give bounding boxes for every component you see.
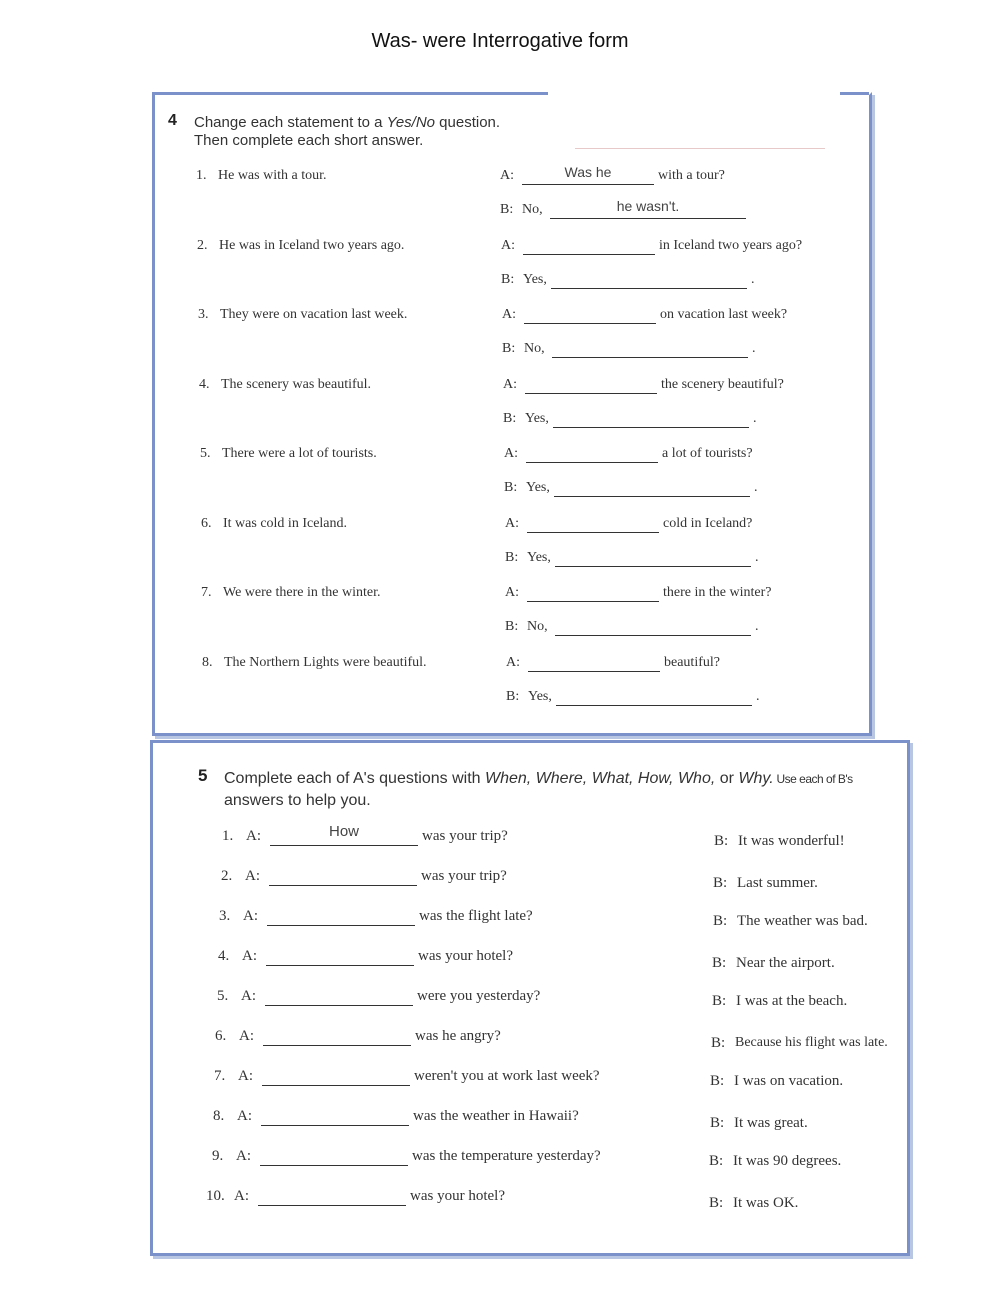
statement: The scenery was beautiful. — [221, 377, 372, 392]
item-number: 6. — [201, 516, 212, 531]
b-text: It was great. — [734, 1115, 808, 1131]
page-title: Was- were Interrogative form — [371, 30, 629, 52]
answer-blank-a[interactable] — [523, 238, 655, 255]
item-number: 8. — [202, 655, 213, 670]
question-text: in Iceland two years ago? — [659, 238, 803, 253]
b-suffix: . — [754, 480, 758, 495]
question-text: was he angry? — [415, 1028, 501, 1044]
exercise-4-instruction: Change each statement to a Yes/No question. Then complete each short answer. — [194, 114, 501, 149]
b-label: B: — [505, 619, 519, 634]
b-label: B: — [506, 689, 520, 704]
answer-blank-b[interactable] — [553, 411, 749, 428]
b-label: B: — [503, 411, 517, 426]
question-text: were you yesterday? — [417, 988, 541, 1004]
b-prefix: Yes, — [523, 272, 547, 287]
question-text: was your trip? — [422, 828, 508, 844]
b-suffix: . — [756, 689, 760, 704]
answer-blank-b[interactable] — [551, 272, 747, 289]
b-label: B: — [711, 1035, 726, 1051]
question-text: beautiful? — [664, 655, 720, 670]
answer-blank-b[interactable] — [554, 480, 750, 497]
item-number: 9. — [212, 1148, 224, 1164]
b-label: B: — [504, 480, 518, 495]
statement: There were a lot of tourists. — [222, 446, 377, 461]
a-label: A: — [237, 1108, 252, 1124]
answer-blank-a[interactable] — [527, 516, 659, 533]
b-prefix: Yes, — [528, 689, 552, 704]
b-label: B: — [709, 1195, 724, 1211]
a-label: A: — [500, 168, 514, 183]
question-text: was your hotel? — [410, 1188, 505, 1204]
a-label: A: — [246, 828, 261, 844]
a-label: A: — [501, 238, 515, 253]
item-number: 5. — [217, 988, 229, 1004]
b-label: B: — [502, 341, 516, 356]
a-label: A: — [503, 377, 517, 392]
answer-blank-a[interactable] — [522, 164, 654, 185]
a-label: A: — [243, 908, 258, 924]
item-number: 2. — [221, 868, 233, 884]
item-number: 1. — [222, 828, 234, 844]
question-text: was the temperature yesterday? — [412, 1148, 601, 1164]
b-text: Near the airport. — [736, 955, 835, 971]
b-prefix: Yes, — [527, 550, 551, 565]
b-label: B: — [713, 913, 728, 929]
answer-blank-a[interactable] — [525, 377, 657, 394]
answer-blank[interactable] — [260, 1148, 408, 1166]
a-label: A: — [245, 868, 260, 884]
b-text: It was 90 degrees. — [733, 1153, 842, 1169]
b-label: B: — [505, 550, 519, 565]
b-label: B: — [712, 955, 727, 971]
answer-blank[interactable] — [270, 823, 418, 846]
b-label: B: — [709, 1153, 724, 1169]
item-number: 7. — [214, 1068, 226, 1084]
b-text: It was wonderful! — [738, 833, 845, 849]
a-label: A: — [234, 1188, 249, 1204]
exercise-5-instruction: Complete each of A's questions with When, Where, What, How, Who, or Why. Use each of B's answers to help you. — [224, 770, 853, 809]
answer-blank[interactable] — [267, 908, 415, 926]
b-prefix: No, — [524, 341, 545, 356]
b-text: I was at the beach. — [736, 993, 848, 1009]
b-suffix: . — [755, 550, 759, 565]
item-number: 3. — [198, 307, 209, 322]
answer-blank[interactable] — [266, 948, 414, 966]
item-number: 2. — [197, 238, 208, 253]
divider — [575, 148, 825, 149]
a-label: A: — [242, 948, 257, 964]
a-label: A: — [241, 988, 256, 1004]
item-number: 10. — [206, 1188, 225, 1204]
question-text: weren't you at work last week? — [414, 1068, 600, 1084]
b-prefix: No, — [522, 202, 543, 217]
exercise-5-number: 5 — [198, 766, 208, 785]
item-number: 7. — [201, 585, 212, 600]
b-label: B: — [712, 993, 727, 1009]
answer-blank-b[interactable] — [556, 689, 752, 706]
b-prefix: Yes, — [526, 480, 550, 495]
b-text: Last summer. — [737, 875, 818, 891]
item-number: 6. — [215, 1028, 227, 1044]
b-text: It was OK. — [733, 1195, 799, 1211]
question-text: was the flight late? — [419, 908, 533, 924]
exercise-4-number: 4 — [168, 112, 177, 129]
answer-blank-a[interactable] — [527, 585, 659, 602]
question-text: cold in Iceland? — [663, 516, 753, 531]
statement: It was cold in Iceland. — [223, 516, 348, 531]
statement: He was with a tour. — [218, 168, 327, 183]
handwritten-answer: he wasn't. — [616, 198, 680, 214]
b-prefix: Yes, — [525, 411, 549, 426]
item-number: 4. — [218, 948, 230, 964]
item-number: 8. — [213, 1108, 225, 1124]
answer-blank-b[interactable] — [550, 198, 746, 219]
box-border — [152, 92, 548, 95]
b-text: Because his flight was late. — [735, 1035, 888, 1050]
item-number: 4. — [199, 377, 210, 392]
answer-blank[interactable] — [269, 868, 417, 886]
box-border — [840, 92, 869, 95]
answer-blank-a[interactable] — [526, 446, 658, 463]
question-text: with a tour? — [658, 168, 725, 183]
a-label: A: — [502, 307, 516, 322]
question-text: a lot of tourists? — [662, 446, 753, 461]
b-suffix: . — [751, 272, 755, 287]
item-number: 3. — [219, 908, 231, 924]
a-label: A: — [505, 516, 519, 531]
b-text: I was on vacation. — [734, 1073, 844, 1089]
statement: He was in Iceland two years ago. — [219, 238, 405, 253]
answer-blank[interactable] — [263, 1028, 411, 1046]
b-label: B: — [500, 202, 514, 217]
b-suffix: . — [755, 619, 759, 634]
answer-blank[interactable] — [258, 1188, 406, 1206]
answer-blank[interactable] — [265, 988, 413, 1006]
item-number: 5. — [200, 446, 211, 461]
answer-blank-b[interactable] — [555, 550, 751, 567]
question-text: was the weather in Hawaii? — [413, 1108, 579, 1124]
statement: We were there in the winter. — [223, 585, 381, 600]
a-label: A: — [239, 1028, 254, 1044]
item-number: 1. — [196, 168, 207, 183]
question-text: was your hotel? — [418, 948, 513, 964]
b-prefix: No, — [527, 619, 548, 634]
question-text: on vacation last week? — [660, 307, 788, 322]
question-text: the scenery beautiful? — [661, 377, 784, 392]
answer-blank-b[interactable] — [555, 619, 751, 636]
b-suffix: . — [752, 341, 756, 356]
answer-blank[interactable] — [261, 1108, 409, 1126]
b-text: The weather was bad. — [737, 913, 868, 929]
a-label: A: — [236, 1148, 251, 1164]
a-label: A: — [504, 446, 518, 461]
answer-blank-a[interactable] — [528, 655, 660, 672]
question-text: there in the winter? — [663, 585, 772, 600]
handwritten-answer: Was he — [564, 164, 612, 180]
answer-blank-b[interactable] — [552, 341, 748, 358]
a-label: A: — [505, 585, 519, 600]
b-suffix: . — [753, 411, 757, 426]
b-label: B: — [714, 833, 729, 849]
a-label: A: — [238, 1068, 253, 1084]
statement: The Northern Lights were beautiful. — [224, 655, 427, 670]
b-label: B: — [501, 272, 515, 287]
answer-blank-a[interactable] — [524, 307, 656, 324]
question-text: was your trip? — [421, 868, 507, 884]
statement: They were on vacation last week. — [220, 307, 408, 322]
b-label: B: — [710, 1073, 725, 1089]
a-label: A: — [506, 655, 520, 670]
b-label: B: — [713, 875, 728, 891]
b-label: B: — [710, 1115, 725, 1131]
handwritten-answer: How — [328, 823, 359, 840]
answer-blank[interactable] — [262, 1068, 410, 1086]
